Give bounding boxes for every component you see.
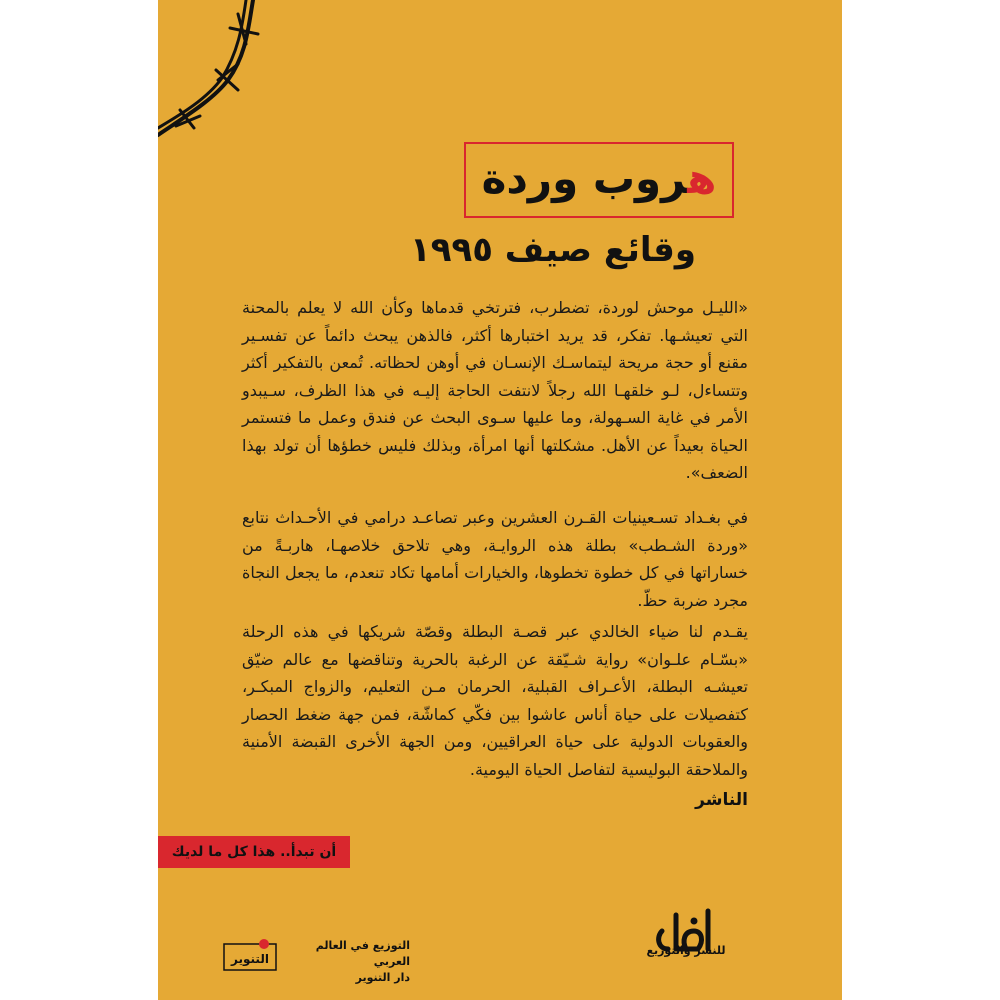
distribution-line-1: التوزيع في العالم العربي xyxy=(315,939,410,968)
blurb-paragraph-3: يقـدم لنا ضياء الخالدي عبر قصـة البطلة وقصّة شريكها في هذه الرحلة «بسّـام علـوان» رواية شـيّقة عن الرغبة بالحرية وتناقضها مع عالم ضيّق تعيشـه البطلة، الأعـراف القبلية، الحرمان مـن التعليم، والزواج المبكـر، كتفصيلات على حياة أناس عاشوا بين فكّي كماشّة، فمن جهة ضغط الحصار والعقوبات الدولية على حياة العراقيين، ومن الجهة الأخرى القبضة الأمنية والملاحقة البوليسية لتفاصل الحياة اليومية. xyxy=(242,622,748,779)
distributor-logo-text: التنوير xyxy=(231,952,269,966)
book-back-cover xyxy=(158,0,842,1000)
publisher-logo xyxy=(638,888,734,974)
distribution-text xyxy=(290,938,410,986)
blurb-paragraph-1: «الليـل موحش لوردة، تضطرب، فترتخي قدماها وكأن الله لا يعلم بالمحنة التي تعيشـها. تفكر، قد يريد اختبارها أكثر، فالذهن يبحث دائماً عن تفسـير مقنع أو حجة مريحة ليتماسـك الإنسـان في أوهن لحظاته. تُمعن بالتفكير أكثر وتتساءل، لـو خلقهـا الله رجلاً لانتفت الحاجة إليـه في هذا الظرف، سـيبدو الأمر في غاية السـهولة، وما عليها سـوى البحث عن فندق وعمل ما فتستمر الحياة بعيداً عن الأهل. مشكلتها أنها امرأة، وبذلك فليس خطؤها أن تولد بهذا الضعف». xyxy=(242,298,748,482)
book-subtitle: وقائع صيف ١٩٩٥ xyxy=(409,230,697,270)
barbed-wire-graphic xyxy=(158,0,318,160)
publisher-logo-caption: للنشر والتوزيع xyxy=(646,944,726,957)
distribution-line-2: دار التنوير xyxy=(355,971,410,984)
title-frame xyxy=(464,142,734,218)
title-first-letter: ه xyxy=(687,154,717,203)
series-tagline-banner: أن تبدأ.. هذا كل ما لديك xyxy=(158,836,350,868)
publisher-signature: الناشر xyxy=(695,790,748,810)
title-rest: روب وردة xyxy=(481,154,688,203)
distribution-block xyxy=(220,936,410,984)
blurb-paragraph-2: في بغـداد تسـعينيات القـرن العشرين وعبر تصاعـد درامي في الأحـداث نتابع «وردة الشـطب» بطلة هذه الروايـة، وهي تلاحق خلاصهـا، هاربـةً من خساراتها في كل خطوة تخطوها، والخيارات أمامها تكاد تنعدم، ما يجعل النجاة مجرد ضربة حظّ. xyxy=(242,508,748,610)
book-title xyxy=(466,150,732,208)
distributor-logo xyxy=(220,936,282,976)
